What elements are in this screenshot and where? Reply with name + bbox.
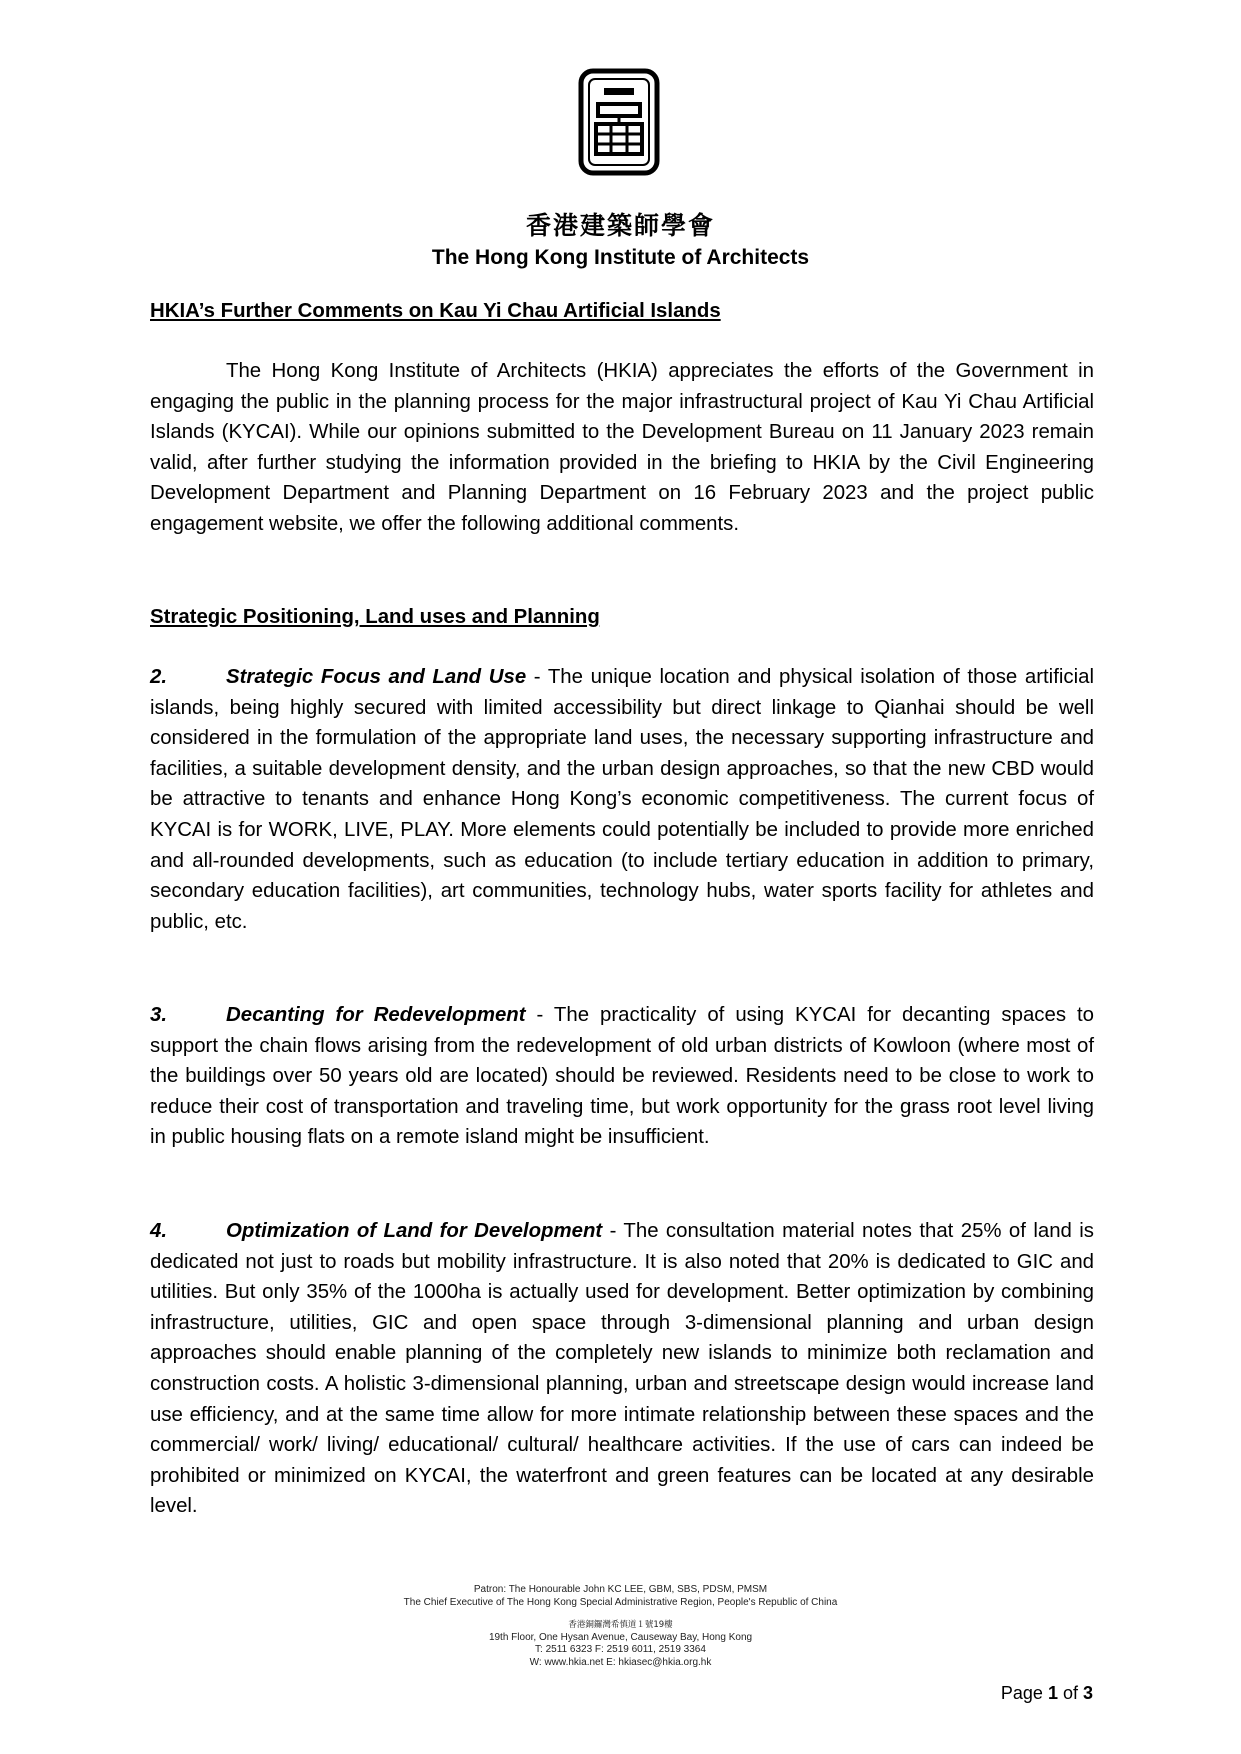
footer-phone-fax: T: 2511 6323 F: 2519 6011, 2519 3364 bbox=[535, 1644, 706, 1655]
footer-address: 19th Floor, One Hysan Avenue, Causeway Bay, Hong Kong bbox=[488, 1631, 753, 1643]
paragraph-title: Decanting for Redevelopment bbox=[226, 1004, 526, 1026]
paragraph-text: - The practicality of using KYCAI for decanting spaces to support the chain flows arising from the redevelopment of old urban districts of Kowloon (where most of the buildings over 50 years old are located) should be reviewed. Residents need to be close to work to reduce their cost of transportation and traveling time, but work opportunity for the grass root level living in public housing flats on a remote island might be insufficient. bbox=[150, 1004, 1094, 1149]
document-title: HKIA’s Further Comments on Kau Yi Chau Artificial Islands bbox=[150, 300, 721, 322]
section-heading: Strategic Positioning, Land uses and Planning bbox=[150, 606, 600, 628]
current-page: 1 bbox=[1047, 1683, 1058, 1703]
paragraph-number: 3. bbox=[150, 1004, 168, 1026]
intro-paragraph: The Hong Kong Institute of Architects (HKIA) appreciates the efforts of the Government in engaging the public in the planning process for the major infrastructural project of Kau Yi Chau Artificial Islands (KYCAI). While our opinions submitted to the Development Bureau on 11 January 2023 remain valid, after further studying the information provided in the briefing to HKIA by the Civil Engineering Development Department and Planning Department on 16 February 2023 and the project public engagement website, we offer the following additional comments. bbox=[150, 360, 1094, 535]
hkia-seal-logo bbox=[578, 68, 660, 176]
total-pages: 3 bbox=[1082, 1683, 1093, 1703]
paragraph-decanting bbox=[150, 1000, 1094, 1153]
footer-patron-title: The Chief Executive of The Hong Kong Special Administrative Region, People's Republic of China bbox=[403, 1596, 838, 1608]
paragraph-strategic-focus bbox=[150, 662, 1094, 937]
paragraph-text: - The unique location and physical isolation of those artificial islands, being highly secured with limited accessibility but direct linkage to Qianhai should be well considered in the formulation of the appropriate land uses, the necessary supporting infrastructure and facilities, a suitable development density, and the urban design approaches, so that the new CBD would be attractive to tenants and enhance Hong Kong’s economic competitiveness. The current focus of KYCAI is for WORK, LIVE, PLAY. More elements could potentially be included to provide more enriched and all-rounded developments, such as education (to include tertiary education in addition to primary, secondary education facilities), art communities, technology hubs, water sports facility for athletes and public, etc. bbox=[150, 666, 1094, 933]
org-name-chinese: 香港建築師學會 bbox=[525, 211, 715, 240]
paragraph-text: - The consultation material notes that 25% of land is dedicated not just to roads but mobility infrastructure. It is also noted that 20% is dedicated to GIC and utilities. But only 35% of the 1000ha is actually used for development. Better optimization by combining infrastructure, utilities, GIC and open space through 3-dimensional planning and urban design approaches should enable planning of the completely new islands to minimize both reclamation and construction costs. A holistic 3-dimensional planning, urban and streetscape design would increase land use efficiency, and at the same time allow for more intimate relationship between these spaces and the commercial/ work/ living/ educational/ cultural/ healthcare activities. If the use of cars can indeed be prohibited or minimized on KYCAI, the waterfront and green features can be located at any desirable level. bbox=[150, 1220, 1094, 1518]
page-number: Page 1 of 3 bbox=[1000, 1683, 1093, 1703]
paragraph-optimization bbox=[150, 1216, 1094, 1522]
paragraph-number: 4. bbox=[150, 1220, 168, 1242]
paragraph-title: Optimization of Land for Development bbox=[226, 1220, 603, 1242]
footer-patron: Patron: The Honourable John KC LEE, GBM, SBS, PDSM, PMSM bbox=[473, 1584, 768, 1595]
org-name-english: The Hong Kong Institute of Architects bbox=[431, 246, 810, 269]
footer-web-email: W: www.hkia.net E: hkiasec@hkia.org.hk bbox=[529, 1656, 712, 1668]
paragraph-number: 2. bbox=[150, 666, 168, 688]
letterhead-footer bbox=[0, 1584, 1241, 1669]
paragraph-title: Strategic Focus and Land Use bbox=[226, 666, 527, 688]
footer-address-chinese: 香港銅鑼灣希慎道１號19樓 bbox=[568, 1620, 673, 1630]
